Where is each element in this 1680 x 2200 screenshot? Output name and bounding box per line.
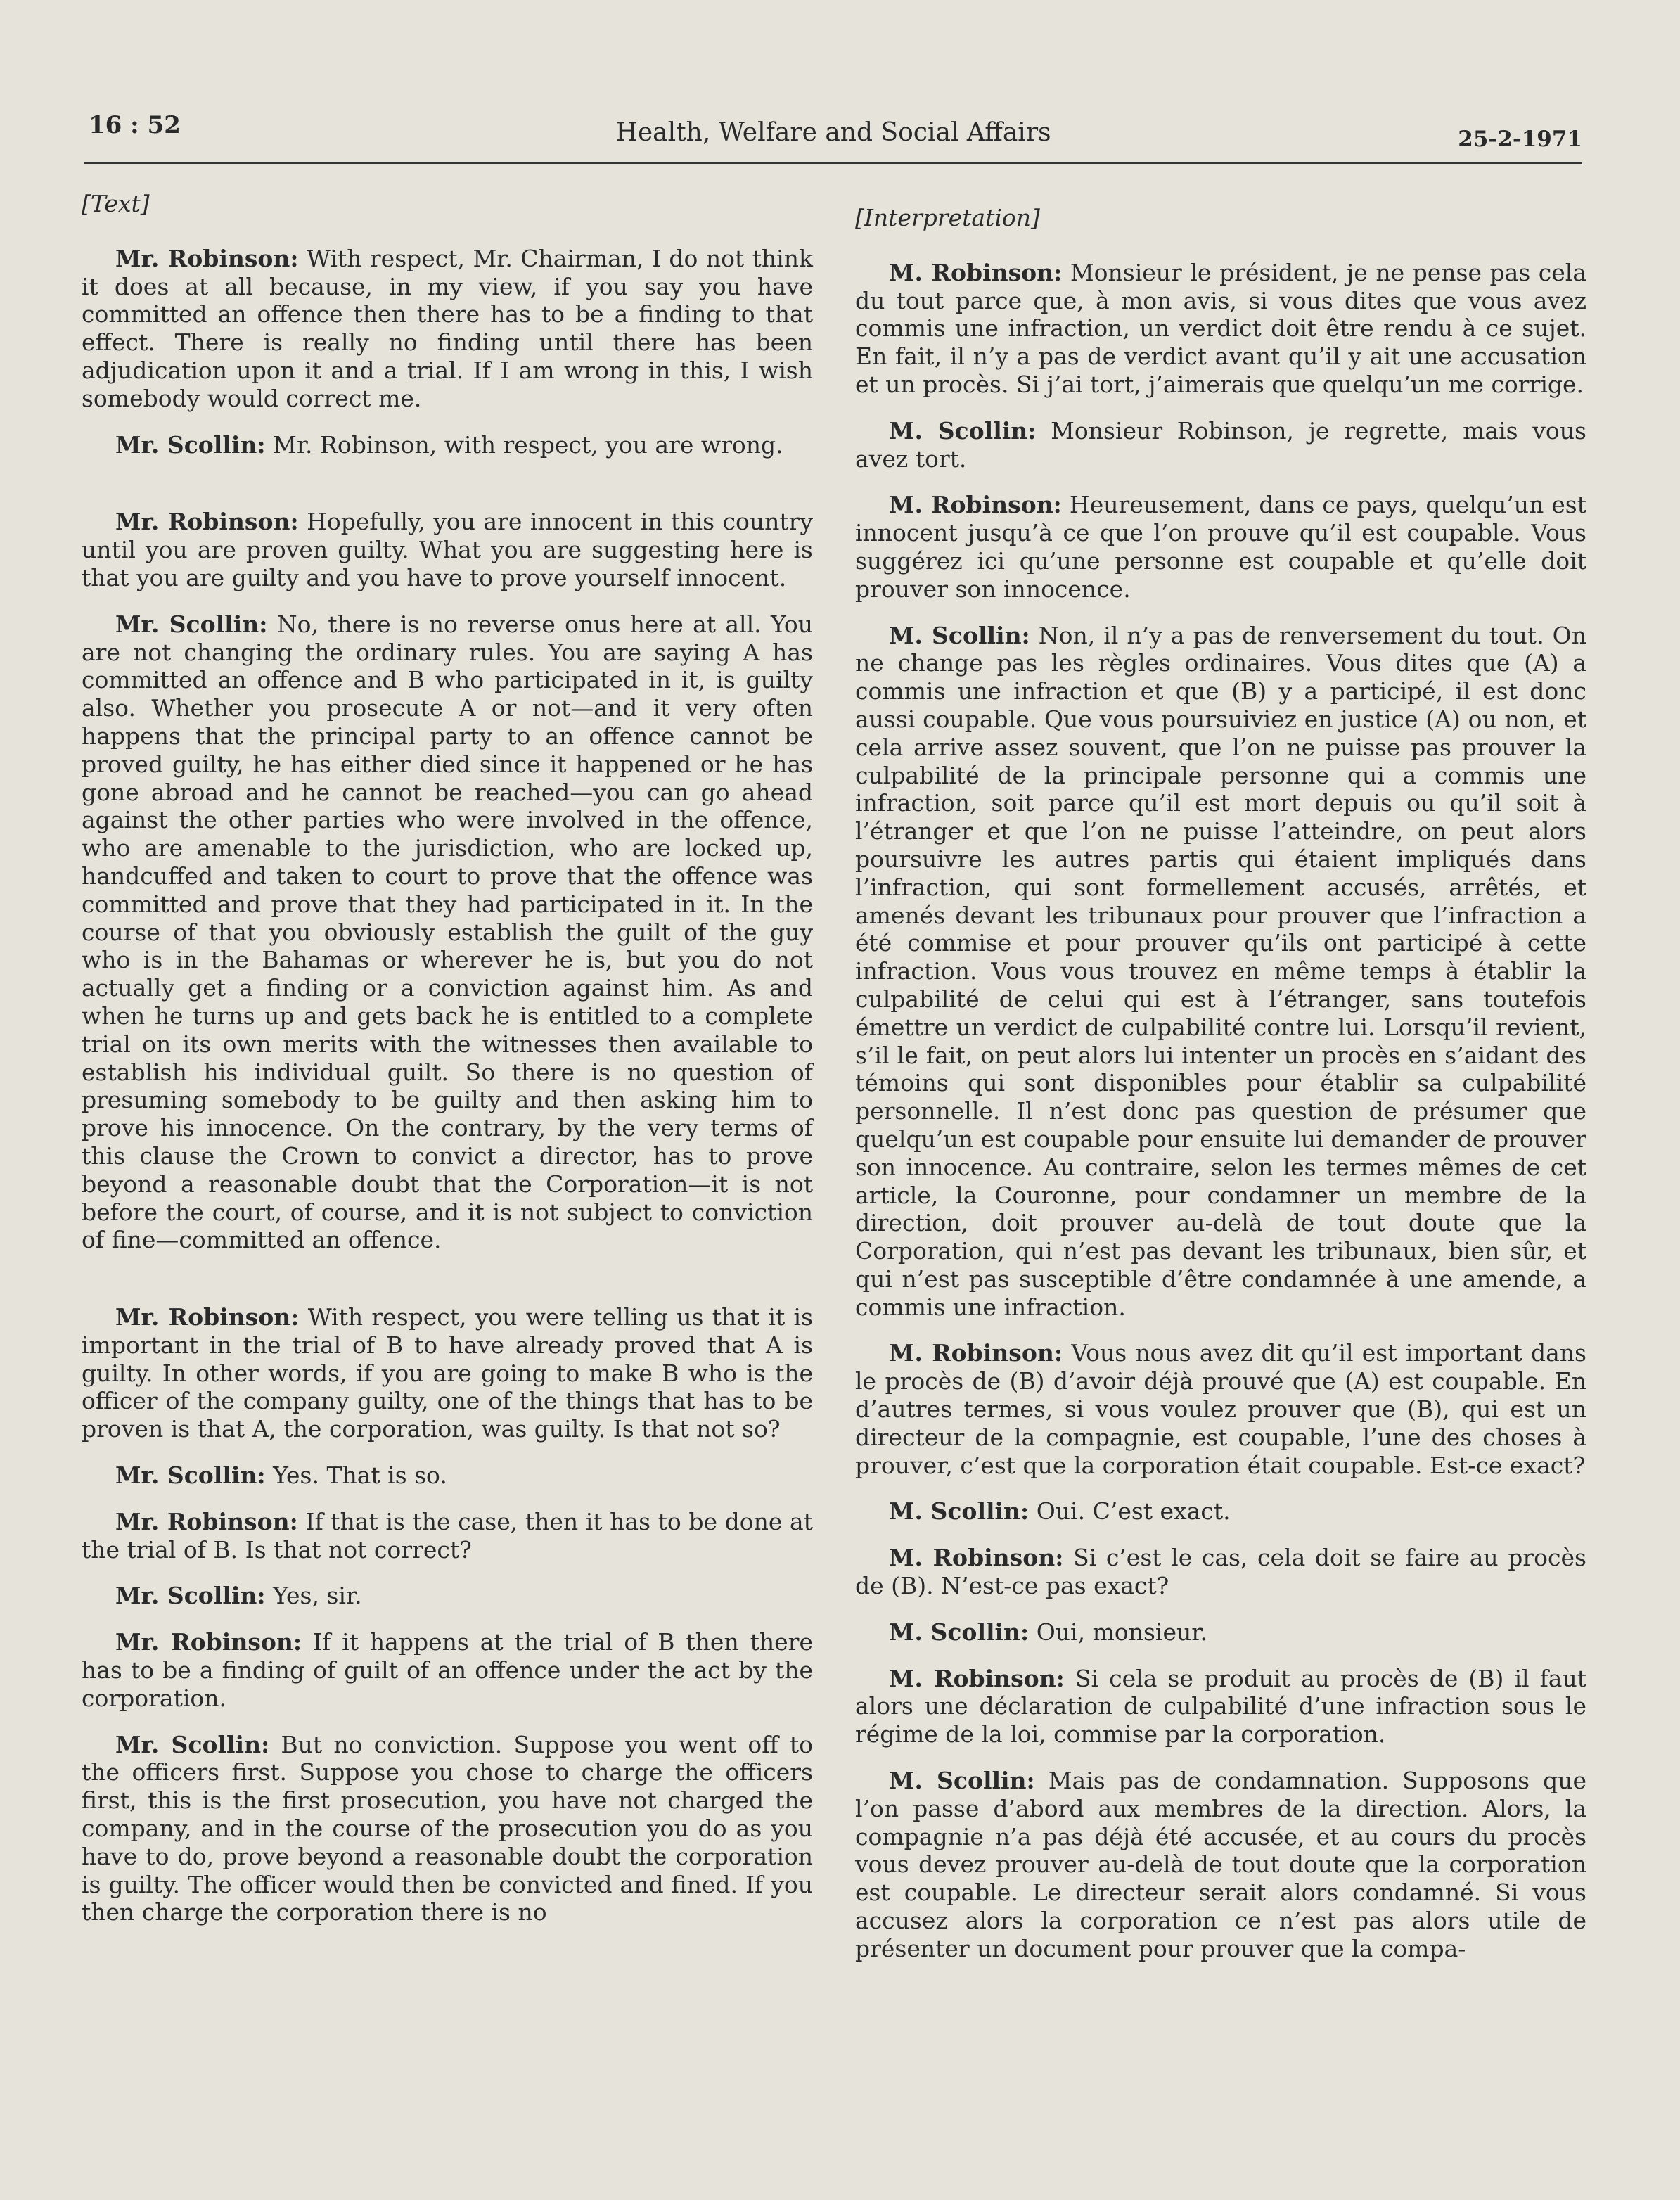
running-title: Health, Welfare and Social Affairs [615,118,1051,147]
speech-text: Hopefully, you are innocent in this country until you are proven guilty. What you are suggesting here is that you are guilty and you have to prove yourself innocent. [82,508,814,591]
speaker-name: Mr. Robinson: [115,1628,302,1656]
speaker-name: M. Scollin: [889,621,1030,649]
speaker-name: Mr. Robinson: [115,1303,300,1331]
page-header [84,105,1582,164]
speech-text: But no conviction. Suppose you went off to the officers first. Suppose you chose to charge the officers first, this is the first prosecution, you have not charged the company, and in the course of the prosecution you do as you have to do, prove beyond a reasonable doubt the corporation is guilty. The officer would then be convicted and fined. If you then charge the corporation there is no [82,1730,813,1926]
speech-text: Monsieur le président, je ne pense pas cela du tout parce que, à mon avis, si vous dites que vous avez commis une infraction, un verdict doit être rendu à ce sujet. En fait, il n’y a pas de verdict avant qu’il y ait une accusation et un procès. Si j’ai tort, j’aimerais que quelqu’un me corrige. [855,258,1587,398]
speech-text: Oui. C’est exact. [1036,1497,1231,1526]
speaker-name: M. Scollin: [889,416,1037,445]
speaker-name: M. Scollin: [889,1767,1035,1795]
speech-text: If that is the case, then it has to be done at the trial of B. Is that not correct? [82,1507,813,1563]
speaker-name: M. Robinson: [889,491,1062,519]
speech-paragraph [855,417,1586,473]
speech-paragraph [82,1731,813,1927]
speech-paragraph [855,1339,1586,1479]
language-label: [Text] [82,190,150,217]
speech-text: Oui, monsieur. [1036,1618,1207,1646]
speaker-name: Mr. Robinson: [115,508,299,536]
speaker-name: Mr. Scollin: [115,1582,266,1610]
page-number: 16 : 52 [89,111,181,139]
speech-paragraph [82,610,813,1254]
speech-paragraph [855,1618,1586,1646]
speech-text: With respect, you were telling us that it is important in the trial of B to have already proved that A is guilty. In other words, if you are going to make B who is the officer of the company guilty, one of the things that has to be proven is that A, the corporation, was guilty. Is that not so? [82,1303,813,1443]
speaker-name: M. Robinson: [889,1664,1065,1692]
speech-paragraph [855,491,1586,603]
speaker-name: Mr. Robinson: [115,244,299,272]
speech-text: Mais pas de condamnation. Supposons que l’on passe d’abord aux membres de la direction. Alors, la compagnie n’a pas déjà été accusée, et au cours du procès vous devez prouver au-delà de tout doute que la corporation est coupable. Le directeur serait alors condamné. Si vous accusez alors la corporation ce n’est pas alors utile de présenter un document pour prouver que la compa- [855,1767,1586,1962]
speaker-name: M. Scollin: [889,1497,1030,1526]
speaker-name: M. Robinson: [889,1544,1064,1572]
speech-text: No, there is no reverse onus here at all. You are not changing the ordinary rules. You are saying A has committed an offence and B who participated in it, is guilty also. Whether you prosecute A or not—and it very often happens that the principal party to an offence cannot be proved guilty, he has either died since it happened or he has gone abroad and he cannot be reached—you can go ahead against the other parties who were involved in the offence, who are amenable to the jurisdiction, who are locked up, handcuffed and taken to court to prove that the offence was committed and prove that they had participated in it. In the course of that you obviously establish the guilt of the guy who is in the Bahamas or wherever he is, but you do not actually get a finding or a conviction against him. As and when he turns up and gets back he is entitled to a complete trial on its own merits with the witnesses then available to establish his individual guilt. So there is no question of presuming somebody to be guilty and then asking him to prove his innocence. On the contrary, by the very terms of this clause the Crown to convict a director, has to prove beyond a reasonable doubt that the Corporation—it is not before the court, of course, and it is not subject to conviction of fine—committed an offence. [82,610,813,1254]
speech-paragraph [82,431,813,459]
speaker-name: Mr. Scollin: [115,1462,266,1490]
speech-paragraph [855,1497,1586,1526]
speech-paragraph [82,1303,813,1443]
speech-text: Heureusement, dans ce pays, quelqu’un est innocent jusqu’à ce que l’on prouve qu’il est coupable. Vous suggérez ici qu’une personne est coupable et qu’elle doit prouver son innocence. [855,491,1586,603]
speaker-name: Mr. Scollin: [115,1730,270,1758]
speech-text: With respect, Mr. Chairman, I do not think it does at all because, in my view, if you say you have committed an offence then there has to be a finding to that effect. There is really no finding until there has been adjudication upon it and a trial. If I am wrong in this, I wish somebody would correct me. [82,244,813,412]
speech-paragraph [855,1544,1586,1600]
speech-text: Yes, sir. [273,1582,362,1610]
speech-text: Si cela se produit au procès de (B) il faut alors une déclaration de culpabilité d’une infraction sous le régime de la loi, commise par la corporation. [855,1664,1587,1748]
speech-paragraph [855,622,1586,1322]
speech-text: Yes. That is so. [273,1462,447,1490]
speaker-name: Mr. Scollin: [115,430,266,459]
speech-paragraph [82,1508,813,1564]
speech-text: Mr. Robinson, with respect, you are wrong. [273,430,783,459]
english-column [82,190,813,1945]
speaker-name: Mr. Scollin: [115,610,268,638]
speaker-name: M. Scollin: [889,1618,1030,1646]
french-column [855,204,1586,1981]
page-date: 25-2-1971 [1458,127,1582,152]
speech-paragraph [855,1767,1586,1963]
speech-paragraph [82,245,813,413]
speech-paragraph [82,1462,813,1490]
speaker-name: M. Robinson: [889,258,1063,286]
speech-paragraph [82,1628,813,1712]
speaker-name: M. Robinson: [889,1339,1063,1367]
speech-paragraph [855,1665,1586,1748]
speech-text: If it happens at the trial of B then there has to be a finding of guilt of an offence under the act by the corporation. [82,1628,813,1712]
speech-paragraph [82,1582,813,1610]
speech-text: Vous nous avez dit qu’il est important dans le procès de (B) d’avoir déjà prouvé que (A) est coupable. En d’autres termes, si vous voulez prouver que (B), qui est un directeur de la compagnie, est coupable, l’une des choses à prouver, c’est que la corporation était coupable. Est-ce exact? [855,1339,1586,1479]
language-label: [Interpretation] [855,204,1040,231]
speech-text: Si c’est le cas, cela doit se faire au procès de (B). N’est-ce pas exact? [855,1544,1586,1600]
speech-paragraph [855,259,1586,399]
speaker-name: Mr. Robinson: [115,1507,298,1535]
speech-text: Non, il n’y a pas de renversement du tout. On ne change pas les règles ordinaires. Vous dites que (A) a commis une infraction et que (B) y a participé, il est donc aussi coupable. Que vous poursuiviez en justice (A) ou non, et cela arrive assez souvent, que l’on ne puisse pas prouver la culpabilité de la principale personne qui a commis une infraction, soit parce qu’il est mort depuis ou qu’il soit à l’étranger et que l’on ne puisse l’atteindre, on peut alors poursuivre les autres partis qui étaient impliqués dans l’infraction, qui sont formellement accusés, arrêtés, et amenés devant les tribunaux pour prouver que l’infraction a été commise et pour prouver qu’ils ont participé à cette infraction. Vous vous trouvez en même temps à établir la culpabilité de celui qui est à l’étranger, sans toutefois émettre un verdict de culpabilité contre lui. Lorsqu’il revient, s’il le fait, on peut alors lui intenter un procès en s’aidant des témoins qui sont disponibles pour établir sa culpabilité personnelle. Il n’est donc pas question de présumer que quelqu’un est coupable pour ensuite lui demander de prouver son innocence. Au contraire, selon les termes mêmes de cet article, la Couronne, pour condamner un membre de la direction, doit prouver au-delà de tout doute que la Corporation, qui n’est pas devant les tribunaux, bien sûr, et qui n’est pas susceptible d’être condamnée à une amende, a commis une infraction. [855,621,1586,1321]
speech-text: Monsieur Robinson, je regrette, mais vous avez tort. [855,416,1586,473]
speech-paragraph [82,508,813,591]
